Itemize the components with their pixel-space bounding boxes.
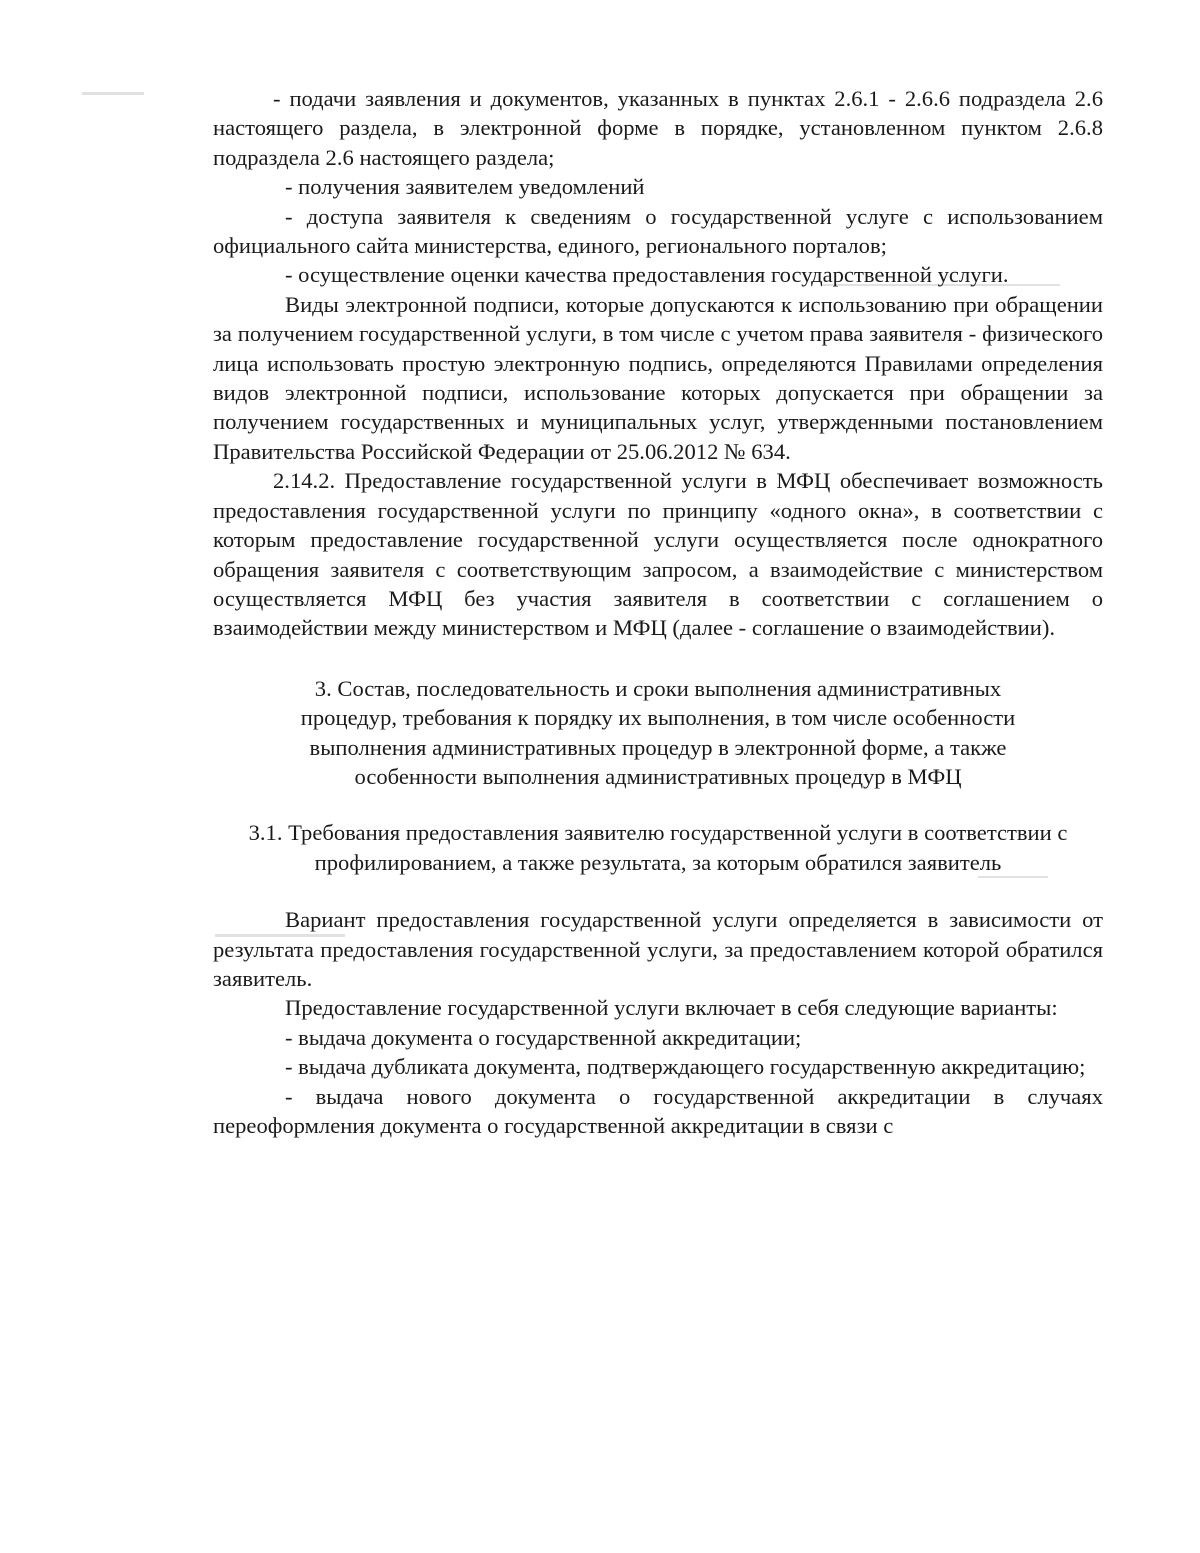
- section-heading: 3. Состав, последовательность и сроки выполнения административных процедур, требования к порядку их выполнения, в том числе особенности выполнения административных процедур в электронной форме, а также особенности выполнения административных процедур в МФЦ: [300, 675, 1016, 789]
- paragraph: 2.14.2. Предоставление государственной услуги в МФЦ обеспечивает возможность предоставления государственной услуги по принципу «одного окна», в соответствии с которым предоставление государственной услуги осуществляется после однократного обращения заявителя с соответствующим запросом, а взаимодействие с министерством осуществляется МФЦ без участия заявителя в соответствии с соглашением о взаимодействии между министерством и МФЦ (далее - соглашение о взаимодействии).: [213, 468, 1103, 641]
- paragraph: - доступа заявителя к сведениям о государственной услуге с использованием официального сайта министерства, единого, регионального порталов;: [213, 203, 1103, 259]
- paragraph: - выдача дубликата документа, подтверждающего государственную аккредитацию;: [285, 1054, 1086, 1080]
- paragraph: - выдача документа о государственной аккредитации;: [285, 1024, 802, 1050]
- scan-artifact: [82, 92, 144, 95]
- paragraph: - выдача нового документа о государственной аккредитации в случаях переоформления документа о государственной аккредитации в связи с: [213, 1083, 1103, 1138]
- paragraph: Предоставление государственной услуги включает в себя следующие варианты:: [285, 995, 1058, 1021]
- subsection-heading: 3.1. Требования предоставления заявителю государственной услуги в соответствии с профилированием, а также результата, за которым обратился заявитель: [248, 820, 1068, 875]
- paragraph: Вариант предоставления государственной услуги определяется в зависимости от результата предоставления государственной услуги, за предоставлением которой обратился заявитель.: [213, 907, 1103, 991]
- paragraph: - подачи заявления и документов, указанных в пунктах 2.6.1 - 2.6.6 подраздела 2.6 настоящего раздела, в электронной форме в порядке, установленном пунктом 2.6.8 подраздела 2.6 настоящего раздела;: [213, 86, 1103, 170]
- paragraph: Виды электронной подписи, которые допускаются к использованию при обращении за получением государственной услуги, в том числе с учетом права заявителя - физического лица использовать простую электронную подпись, определяются Правилами определения видов электронной подписи, использование которых допускается при обращении за получением государственных и муниципальных услуг, утвержденными постановлением Правительства Российской Федерации от 25.06.2012 № 634.: [213, 291, 1103, 464]
- document-body: [213, 84, 1103, 1140]
- paragraph: - получения заявителем уведомлений: [285, 174, 645, 200]
- paragraph: - осуществление оценки качества предоставления государственной услуги.: [285, 262, 1009, 288]
